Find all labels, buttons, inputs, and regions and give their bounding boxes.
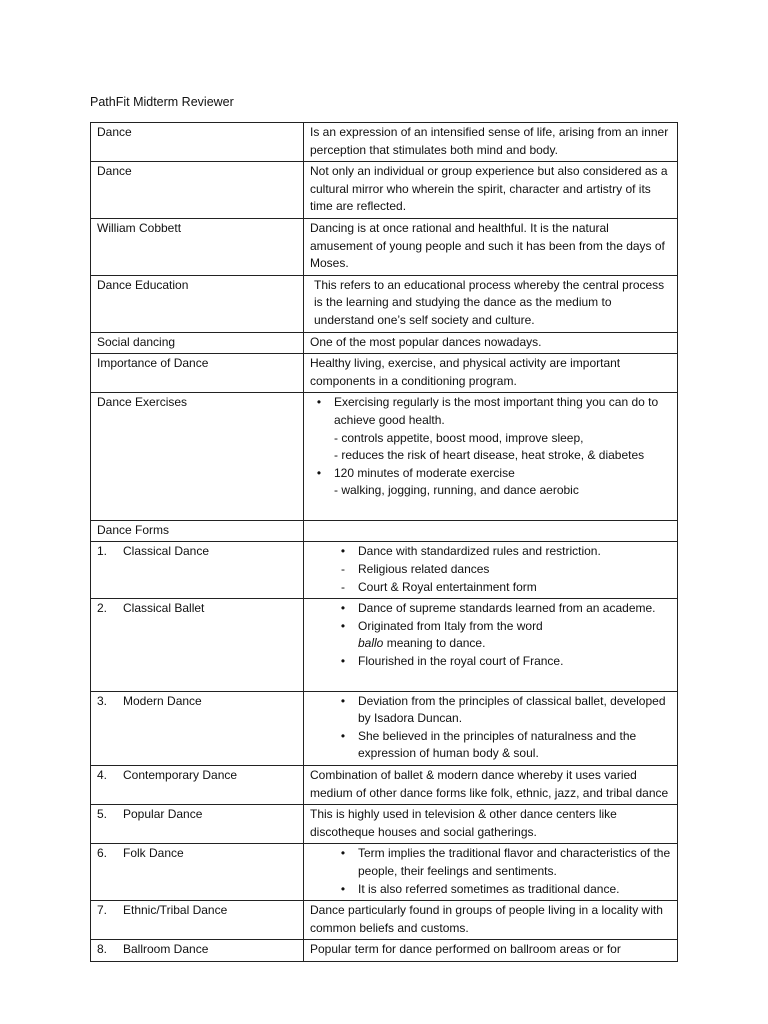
list-item-text: Originated from Italy from the word — [358, 618, 543, 633]
bullet-marker: • — [340, 618, 346, 633]
dash-marker: - — [341, 579, 345, 594]
definition-cell — [304, 844, 678, 901]
form-name: Popular Dance — [123, 807, 203, 822]
form-name: Modern Dance — [123, 693, 202, 708]
table-row — [91, 520, 678, 542]
definition-cell: Popular term for dance performed on ballroom areas or for — [304, 940, 678, 962]
list-item-text: Term implies the traditional flavor and characteristics of the people, their feelings and sentiments. — [358, 846, 671, 878]
list-item-text: Dance with standardized rules and restriction. — [358, 544, 601, 559]
table-row — [91, 766, 678, 805]
bullet-list — [310, 543, 671, 596]
bullet-list — [310, 845, 671, 898]
list-item — [340, 600, 671, 618]
table-row — [91, 332, 678, 354]
list-item — [340, 881, 671, 899]
form-name: Contemporary Dance — [123, 768, 238, 782]
table-row — [91, 123, 678, 162]
bullet-marker: • — [316, 395, 322, 410]
table-row — [91, 844, 678, 901]
list-item — [341, 561, 671, 579]
item-number: 2. — [97, 601, 108, 616]
list-item — [340, 693, 671, 728]
bullet-list — [310, 693, 671, 763]
list-item — [340, 543, 671, 561]
form-name-cell — [91, 844, 304, 901]
sub-item: - reduces the risk of heart disease, heat stroke, & diabetes — [334, 448, 645, 463]
list-item-text: meaning to dance. — [383, 636, 486, 651]
definition-cell — [304, 691, 678, 765]
definition-cell — [304, 599, 678, 691]
form-name-cell — [91, 805, 304, 844]
table-row — [91, 599, 678, 691]
bullet-marker: • — [340, 881, 346, 896]
sub-item: - controls appetite, boost mood, improve sleep, — [334, 430, 584, 445]
item-number: 8. — [97, 942, 108, 957]
term-cell: Social dancing — [91, 332, 304, 354]
definition-cell — [304, 542, 678, 599]
bullet-marker: • — [340, 544, 346, 559]
table-row — [91, 940, 678, 962]
list-item-text: Dance of supreme standards learned from an academe. — [358, 601, 656, 616]
definition-cell: Healthy living, exercise, and physical activity are important components in a conditioning program. — [304, 354, 678, 393]
form-name-cell — [91, 691, 304, 765]
list-item-text: It is also referred sometimes as traditional dance. — [358, 881, 620, 896]
list-item — [316, 465, 671, 500]
bullet-marker: • — [316, 465, 322, 480]
list-item-text: Deviation from the principles of classical ballet, developed by Isadora Duncan. — [358, 693, 666, 726]
list-item — [316, 394, 671, 464]
form-name-cell — [91, 766, 304, 805]
definition-cell: Combination of ballet & modern dance whereby it uses varied medium of other dance forms like folk, ethnic, jazz, and tribal dance — [304, 766, 678, 805]
table-row — [91, 691, 678, 765]
form-name: Classical Dance — [123, 544, 210, 559]
list-item-text: Religious related dances — [358, 562, 490, 577]
empty-cell — [304, 520, 678, 542]
list-item-text: Flourished in the royal court of France. — [358, 654, 564, 669]
form-name-cell — [91, 901, 304, 940]
table-row — [91, 805, 678, 844]
item-number: 7. — [97, 903, 108, 918]
list-item — [340, 728, 671, 763]
list-item-text: Court & Royal entertainment form — [358, 579, 537, 594]
italic-word: ballo — [358, 636, 384, 651]
table-row — [91, 218, 678, 275]
item-number: 5. — [97, 807, 108, 822]
definition-cell: This refers to an educational process whereby the central process is the learning and studying the dance as the medium to understand one’s self society and culture. — [304, 275, 678, 332]
list-item-text: Exercising regularly is the most important thing you can do to achieve good health. — [334, 395, 659, 427]
form-name-cell — [91, 940, 304, 962]
document-title: PathFit Midterm Reviewer — [90, 95, 234, 109]
table-row — [91, 275, 678, 332]
bullet-list — [310, 600, 671, 670]
item-number: 1. — [97, 544, 108, 559]
list-item-text: 120 minutes of moderate exercise — [334, 465, 515, 480]
term-cell: Dance — [91, 162, 304, 219]
table-row — [91, 393, 678, 521]
form-name-cell — [91, 599, 304, 691]
definition-cell — [304, 393, 678, 521]
definition-cell: This is highly used in television & other dance centers like discotheque houses and social gatherings. — [304, 805, 678, 844]
section-header-cell: Dance Forms — [91, 520, 304, 542]
form-name: Classical Ballet — [123, 601, 205, 616]
dash-marker: - — [341, 562, 345, 577]
definition-cell: Is an expression of an intensified sense of life, arising from an inner perception that stimulates both mind and body. — [304, 123, 678, 162]
bullet-marker: • — [340, 654, 346, 669]
item-number: 6. — [97, 846, 108, 861]
list-item — [340, 653, 671, 671]
item-number: 4. — [97, 768, 108, 782]
bullet-marker: • — [340, 601, 346, 616]
term-cell: William Cobbett — [91, 218, 304, 275]
definition-cell: Dance particularly found in groups of people living in a locality with common beliefs and customs. — [304, 901, 678, 940]
form-name: Folk Dance — [123, 846, 184, 861]
table-row — [91, 542, 678, 599]
list-item-text: She believed in the principles of naturalness and the expression of human body & soul. — [358, 728, 637, 761]
form-name: Ethnic/Tribal Dance — [123, 903, 228, 918]
definition-cell: Dancing is at once rational and healthful. It is the natural amusement of young people and such it has been from the days of Moses. — [304, 218, 678, 275]
table-row — [91, 901, 678, 940]
item-number: 3. — [97, 693, 108, 708]
list-item — [340, 618, 671, 653]
table-row — [91, 162, 678, 219]
table-row — [91, 354, 678, 393]
form-name-cell — [91, 542, 304, 599]
bullet-list — [310, 394, 671, 500]
term-cell: Dance — [91, 123, 304, 162]
term-cell: Dance Education — [91, 275, 304, 332]
sub-item: - walking, jogging, running, and dance aerobic — [334, 483, 579, 498]
bullet-marker: • — [340, 693, 346, 708]
definition-cell: One of the most popular dances nowadays. — [304, 332, 678, 354]
form-name: Ballroom Dance — [123, 942, 209, 957]
bullet-marker: • — [340, 846, 346, 861]
bullet-marker: • — [340, 728, 346, 743]
term-cell: Importance of Dance — [91, 354, 304, 393]
list-item — [341, 579, 671, 597]
reviewer-table — [90, 122, 678, 962]
definition-cell: Not only an individual or group experience but also considered as a cultural mirror who wherein the spirit, character and artistry of its time are reflected. — [304, 162, 678, 219]
list-item — [340, 845, 671, 880]
term-cell: Dance Exercises — [91, 393, 304, 521]
